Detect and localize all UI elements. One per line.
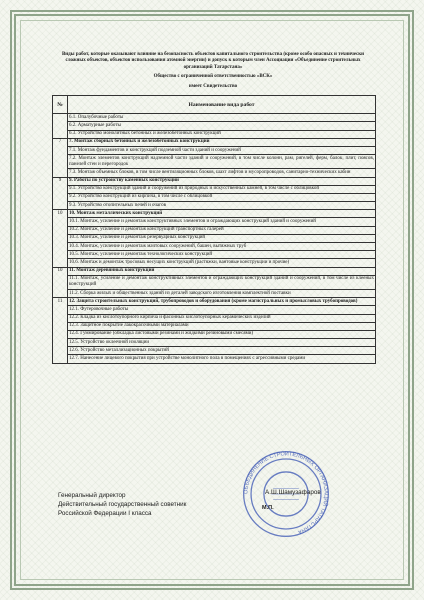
work-item: 10.5. Монтаж, усиление и демонтаж технологических конструкций — [68, 250, 375, 258]
work-item: 12.3. Защитное покрытие лакокрасочными материалами — [68, 322, 375, 330]
work-item: 12.7. Нанесение лицевого покрытия при устройстве монолитного пола в помещениях с агрессивными средами — [68, 354, 375, 362]
row-num: 11 — [53, 298, 68, 364]
col-num-header: № — [53, 96, 68, 114]
work-item: 12.4. Гуммирование (обкладка листовыми резинами и жидкими резиновыми смесями) — [68, 330, 375, 338]
work-item: 9.1. Устройство конструкций зданий и сооружений из природных и искусственных камней, в том числе с облицовкой — [68, 185, 375, 193]
work-item: 12.2. Кладка из кислотоупорного кирпича и фасонных кислотоупорных керамических изделий — [68, 314, 375, 322]
signer-name: А.Ш.Шамузафаров — [265, 489, 321, 496]
row-content — [68, 267, 376, 298]
table-row — [53, 267, 376, 298]
section-title: 11. Монтаж деревянных конструкций — [69, 268, 155, 274]
signer-rank-class: Российской Федерации I класса — [58, 510, 152, 517]
table-row — [53, 138, 376, 177]
row-content — [68, 114, 376, 139]
table-row — [53, 298, 376, 364]
work-item: 6.3. Устройство монолитных бетонных и железобетонных конструкций — [68, 130, 375, 138]
work-item: 12.1. Футеровочные работы — [68, 305, 375, 313]
section-title: 7. Монтаж сборных бетонных и железобетонных конструкций — [69, 139, 210, 145]
signer-title: Генеральный директор — [58, 492, 126, 499]
row-content — [68, 138, 376, 177]
work-item: 11.2. Сборка жилых и общественных зданий из деталей заводского изготовления комплектной поставки — [68, 289, 375, 297]
seal-ring-text: ОБЪЕДИНЕНИЕ СТРОИТЕЛЬНЫХ ОРГАНИЗАЦИЙ ТАТАРСТАНА — [243, 451, 329, 535]
work-item: 10.2. Монтаж, усиление и демонтаж конструкций транспортных галерей — [68, 226, 375, 234]
row-num: 7 — [53, 138, 68, 177]
row-num: 10 — [53, 210, 68, 267]
work-item: 9.3. Устройство отопительных печей и очагов — [68, 201, 375, 209]
work-item: 7.2. Монтаж элементов конструкций надземной части зданий и сооружений, в том числе колонн, рам, ригелей, ферм, балок, плит, поясов, панелей стен и перегородок — [69, 155, 374, 167]
work-item: 6.1. Опалубочные работы — [69, 114, 124, 120]
table-row — [53, 177, 376, 210]
row-content — [68, 177, 376, 210]
table-row — [53, 114, 376, 139]
row-num: 10 — [53, 267, 68, 298]
work-item: 7.1. Монтаж фундаментов и конструкций подземной части зданий и сооружений — [68, 146, 375, 154]
work-item: 11.1. Монтаж, усиление и демонтаж конструктивных элементов и ограждающих конструкций зданий и сооружений, в том числе из клееных конструкций — [69, 276, 374, 288]
header-org: Общество с ограниченной ответственностью «ВСК» — [153, 74, 273, 80]
header-intro: Виды работ, которые оказывают влияние на безопасность объектов капитального строительства (кроме особо опасных и технически сложных объектов, объектов использования атомной энергии) и допуск к которым член Ассоциации «Объединение строительных организаций Татарстана» — [61, 52, 365, 70]
works-table — [52, 95, 376, 364]
section-title: 10. Монтаж металлических конструкций — [69, 210, 163, 216]
work-item: 10.3. Монтаж, усиление и демонтаж резервуарных конструкций — [68, 234, 375, 242]
col-name-header: Наименование вида работ — [68, 96, 376, 114]
header-has-cert: имеет Свидетельство — [188, 83, 238, 89]
work-item: 9.2. Устройство конструкций из кирпича, в том числе с облицовкой — [68, 193, 375, 201]
row-num — [53, 114, 68, 139]
document-header — [58, 52, 368, 90]
work-item: 10.1. Монтаж, усиление и демонтаж конструктивных элементов и ограждающих конструкций зданий и сооружений — [68, 217, 375, 225]
signer-rank: Действительный государственный советник — [58, 501, 187, 508]
row-num: 9 — [53, 177, 68, 210]
table-header-row — [53, 96, 376, 114]
seal-mark: М.П. — [262, 505, 274, 511]
row-content — [68, 210, 376, 267]
work-item: 10.6. Монтаж и демонтаж тросовых несущих конструкций (растяжки, вантовые конструкции и прочие) — [68, 258, 375, 266]
section-title: 12. Защита строительных конструкций, трубопроводов и оборудования (кроме магистральных и промысловых трубопроводов) — [69, 298, 358, 304]
work-item: 12.6. Устройство металлизационных покрытий — [68, 346, 375, 354]
work-item: 12.5. Устройство оклеечной изоляции — [68, 338, 375, 346]
work-item: 7.3. Монтаж объемных блоков, в том числе вентиляционных блоков, шахт лифтов и мусоропроводов, санитарно-технических кабин — [68, 168, 375, 176]
table-row — [53, 210, 376, 267]
section-title: 9. Работы по устройству каменных конструкций — [69, 178, 179, 184]
work-item: 10.4. Монтаж, усиление и демонтаж мачтовых сооружений, башен, вытяжных труб — [68, 242, 375, 250]
work-item: 6.2. Арматурные работы — [68, 121, 375, 129]
row-content — [68, 298, 376, 364]
